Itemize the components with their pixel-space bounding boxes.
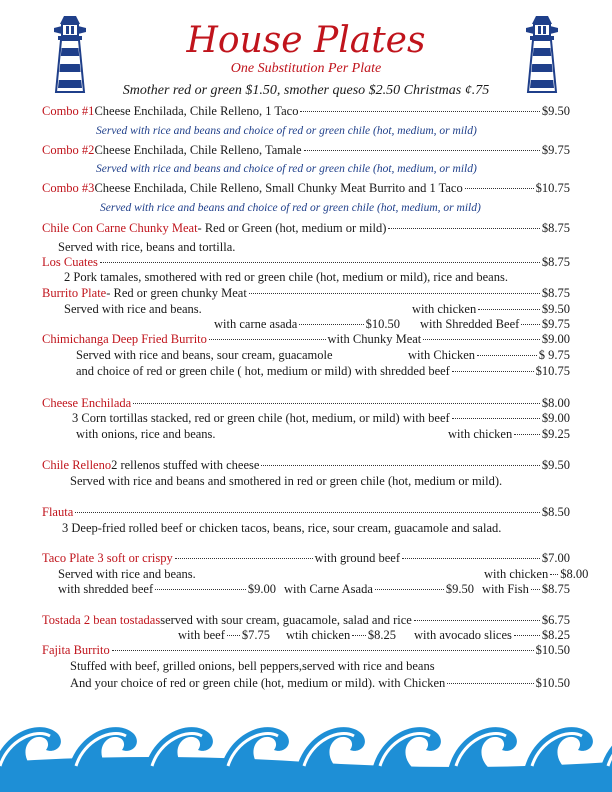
item-desc: 2 rellenos stuffed with cheese bbox=[111, 458, 260, 472]
smother-notice: Smother red or green $1.50, smother queso $2.50 Christmas ¢.75 bbox=[122, 83, 490, 98]
item-line: Served with rice and beans. bbox=[58, 567, 196, 581]
item-note: Served with rice and beans and choice of red or green chile (hot, medium, or mild) bbox=[96, 163, 477, 175]
item-price: $6.75 bbox=[541, 613, 570, 627]
menu-item-tostada bbox=[42, 613, 570, 628]
price-option: and choice of red or green chile ( hot, medium or mild) with shredded beef $10.75 bbox=[76, 364, 570, 378]
item-name: Burrito Plate bbox=[42, 286, 107, 300]
item-name: Los Cuates bbox=[42, 255, 98, 269]
price-option: with Chicken $ 9.75 bbox=[408, 348, 570, 362]
item-line: Served with rice and beans. bbox=[64, 302, 202, 316]
item-desc: Cheese Enchilada, Chile Relleno, Small Chunky Meat Burrito and 1 Taco bbox=[94, 181, 463, 195]
item-note: Served with rice and beans and choice of red or green chile (hot, medium, or mild) bbox=[96, 125, 477, 137]
price-option: with Shredded Beef $9.75 bbox=[420, 317, 570, 331]
price-option: with chicken $8.00 bbox=[484, 567, 589, 581]
item-price: $10.75 bbox=[535, 181, 570, 195]
price-option: with chicken $9.25 bbox=[448, 427, 570, 441]
price-option: with avocado slices $8.25 bbox=[414, 628, 570, 642]
item-note: Served with rice and beans and smothered in red or green chile (hot, medium or mild). bbox=[70, 474, 503, 488]
item-name: Combo #2 bbox=[42, 143, 95, 157]
item-name: Flauta bbox=[42, 505, 74, 519]
menu-item-combo-3 bbox=[42, 181, 570, 196]
price-option: with Carne Asada $9.50 bbox=[284, 582, 474, 596]
item-name: Combo #1 bbox=[42, 104, 95, 118]
menu-item-combo-2 bbox=[42, 143, 570, 158]
item-price: $7.00 bbox=[541, 551, 571, 565]
item-note: 2 Pork tamales, smothered with red or green chile (hot, medium or mild), rice and beans. bbox=[64, 270, 508, 284]
item-name: Tostada 2 bean tostadas bbox=[42, 613, 161, 627]
item-desc: - Red or Green (hot, medium or mild) bbox=[197, 221, 387, 235]
menu-item-los-cuates bbox=[42, 255, 570, 270]
price-option: with beef $7.75 bbox=[178, 628, 270, 642]
item-desc: - Red or green chunky Meat bbox=[106, 286, 247, 300]
item-price: $8.00 bbox=[541, 396, 570, 410]
item-desc: served with sour cream, guacamole, salad and rice bbox=[160, 613, 412, 627]
item-name: Combo #3 bbox=[42, 181, 95, 195]
item-name: Chimichanga Deep Fried Burrito bbox=[42, 332, 207, 346]
item-name: Chile Relleno bbox=[42, 458, 112, 472]
item-price: $10.50 bbox=[535, 643, 570, 657]
item-name: Taco Plate 3 soft or crispy bbox=[42, 551, 173, 565]
item-name: Fajita Burrito bbox=[42, 643, 110, 657]
page-subtitle: One Substitution Per Plate bbox=[230, 61, 382, 76]
item-price: $8.75 bbox=[541, 221, 570, 235]
item-price: $9.75 bbox=[541, 143, 570, 157]
item-line: Served with rice and beans, sour cream, guacamole bbox=[76, 348, 333, 362]
item-name: Chile Con Carne Chunky Meat bbox=[42, 221, 198, 235]
menu-item-flauta bbox=[42, 505, 570, 520]
item-price: $9.50 bbox=[541, 104, 570, 118]
menu-item-combo-1 bbox=[42, 104, 570, 119]
item-price: $9.00 bbox=[541, 332, 570, 346]
price-option: with chicken $9.50 bbox=[412, 302, 570, 316]
menu-item-chile-relleno bbox=[42, 458, 570, 473]
page-title: House Plates bbox=[186, 20, 426, 61]
item-note: Served with rice and beans and choice of red or green chile (hot, medium, or mild) bbox=[100, 202, 481, 214]
item-price: $8.50 bbox=[541, 505, 570, 519]
menu-item-cheese-enchilada bbox=[42, 396, 570, 411]
item-price: $8.75 bbox=[541, 255, 570, 269]
item-note: Served with rice, beans and tortilla. bbox=[58, 240, 236, 254]
menu-item-chimichanga: Chimichanga Deep Fried Burrito with Chunky Meat $9.00 bbox=[42, 332, 570, 346]
price-option: wtih chicken $8.25 bbox=[286, 628, 396, 642]
price-option: with carne asada $10.50 bbox=[214, 317, 400, 331]
menu-item-taco-plate: Taco Plate 3 soft or crispy with ground beef $7.00 bbox=[42, 551, 571, 565]
item-line: with onions, rice and beans. bbox=[76, 427, 216, 441]
menu-item-fajita-burrito bbox=[42, 643, 570, 658]
menu-item-chile-con-carne bbox=[42, 221, 570, 236]
item-note: 3 Deep-fried rolled beef or chicken tacos, beans, rice, sour cream, guacamole and salad. bbox=[62, 521, 502, 535]
item-desc: Cheese Enchilada, Chile Relleno, Tamale bbox=[94, 143, 302, 157]
price-option: with Fish $8.75 bbox=[482, 582, 570, 596]
item-desc: Cheese Enchilada, Chile Relleno, 1 Taco bbox=[94, 104, 299, 118]
item-line: Stuffed with beef, grilled onions, bell peppers,served with rice and beans bbox=[70, 659, 435, 673]
price-option: 3 Corn tortillas stacked, red or green chile (hot, medium, or mild) with beef $9.00 bbox=[72, 411, 570, 425]
price-option: And your choice of red or green chile (hot, medium or mild). with Chicken $10.50 bbox=[70, 676, 570, 690]
item-name: Cheese Enchilada bbox=[42, 396, 132, 410]
item-price: $8.75 bbox=[541, 286, 570, 300]
menu-item-burrito-plate bbox=[42, 286, 570, 301]
price-option: with shredded beef $9.00 bbox=[58, 582, 276, 596]
item-price: $9.50 bbox=[541, 458, 570, 472]
wave-border bbox=[0, 700, 612, 792]
